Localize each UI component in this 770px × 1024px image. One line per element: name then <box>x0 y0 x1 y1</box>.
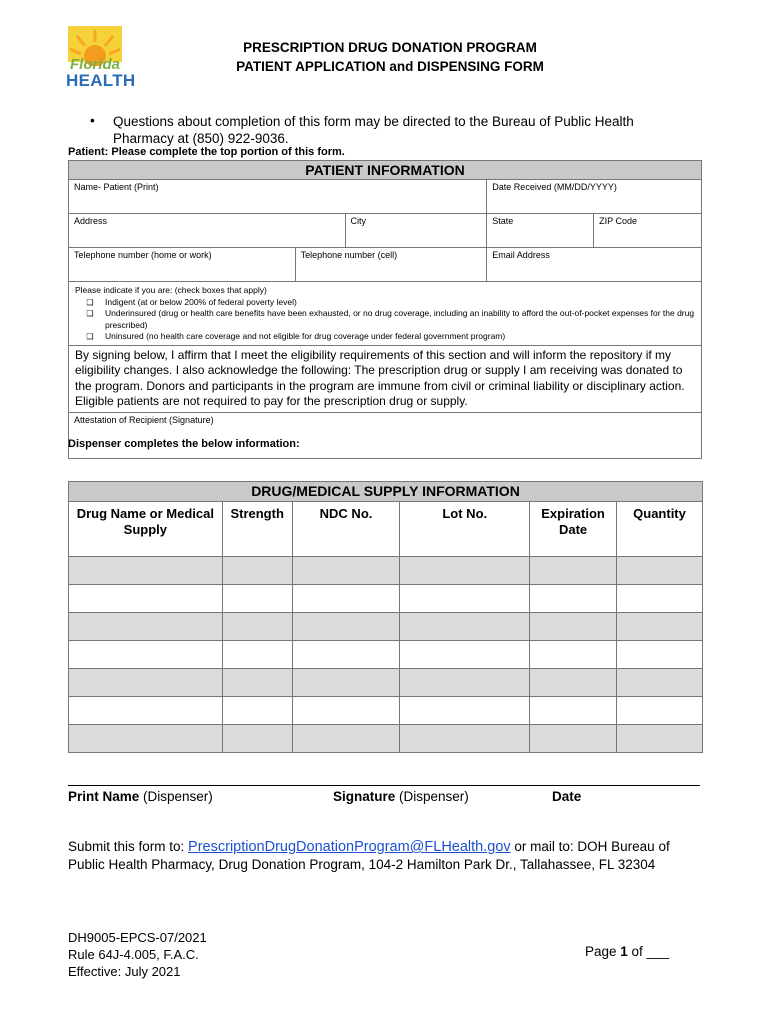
dispenser-instructions: Dispenser completes the below information: <box>68 438 300 450</box>
table-row <box>69 613 703 641</box>
form-subtitle: PATIENT APPLICATION and DISPENSING FORM <box>236 59 544 74</box>
zip-label: ZIP Code <box>599 216 637 226</box>
date-received-label: Date Received (MM/DD/YYYY) <box>492 182 617 192</box>
column-header: NDC No. <box>292 502 400 557</box>
table-cell[interactable] <box>617 697 703 725</box>
eligibility-checkboxes <box>69 282 702 346</box>
table-cell[interactable] <box>292 557 400 585</box>
option-label: Uninsured (no health care coverage and not eligible for drug coverage under federal government program) <box>105 331 506 341</box>
eligibility-affirmation: By signing below, I affirm that I meet the eligibility requirements of this section and will inform the repository if my eligibility changes. I also acknowledge the following: The prescription drug or supply I am receiving was donated to the program. Donors and participants in the program are immune from civil or criminal liability or disciplinary action. Eligible patients are not required to pay for the prescription drug or supply. <box>69 345 702 412</box>
table-cell[interactable] <box>222 669 292 697</box>
drug-info-header: DRUG/MEDICAL SUPPLY INFORMATION <box>69 482 703 502</box>
option-label: Indigent (at or below 200% of federal poverty level) <box>105 296 297 307</box>
email-link[interactable]: PrescriptionDrugDonationProgram@FLHealth.gov <box>188 839 511 855</box>
option-indigent[interactable] <box>75 297 695 309</box>
patient-instructions: Patient: Please complete the top portion of this form. <box>68 146 345 158</box>
table-cell[interactable] <box>222 725 292 753</box>
column-header: Lot No. <box>400 502 530 557</box>
form-footer <box>68 929 207 980</box>
table-cell[interactable] <box>222 585 292 613</box>
table-cell[interactable] <box>530 725 617 753</box>
table-cell[interactable] <box>292 613 400 641</box>
patient-name-field[interactable] <box>69 180 487 214</box>
column-header: Drug Name or Medical Supply <box>69 502 223 557</box>
option-underinsured[interactable] <box>75 308 695 331</box>
table-row <box>69 557 703 585</box>
address-label: Address <box>74 216 108 226</box>
signature-line[interactable] <box>68 785 700 786</box>
rule-reference: Rule 64J-4.005, F.A.C. <box>68 947 199 962</box>
table-cell[interactable] <box>400 585 530 613</box>
table-cell[interactable] <box>400 613 530 641</box>
form-title: PRESCRIPTION DRUG DONATION PROGRAM <box>243 40 537 55</box>
option-label: Underinsured (drug or health care benefits have been exhausted, or no drug coverage, including an inability to afford the out-of-pocket expenses for the drug prescribed) <box>105 308 695 330</box>
table-row <box>69 585 703 613</box>
checkbox-icon[interactable]: ❑ <box>86 309 94 318</box>
checkbox-icon[interactable]: ❑ <box>86 332 94 341</box>
table-cell[interactable] <box>530 613 617 641</box>
address-field[interactable] <box>69 214 346 248</box>
table-cell[interactable] <box>69 697 223 725</box>
phone-cell-field[interactable] <box>295 248 487 282</box>
table-row <box>69 725 703 753</box>
phone-home-label: Telephone number (home or work) <box>74 250 212 260</box>
table-cell[interactable] <box>530 669 617 697</box>
table-row <box>69 641 703 669</box>
patient-information-table <box>68 160 702 459</box>
column-header: Quantity <box>617 502 703 557</box>
table-cell[interactable] <box>69 585 223 613</box>
table-cell[interactable] <box>222 613 292 641</box>
table-row <box>69 697 703 725</box>
table-cell[interactable] <box>617 725 703 753</box>
table-cell[interactable] <box>69 613 223 641</box>
patient-info-header: PATIENT INFORMATION <box>69 161 702 180</box>
intro-text: Questions about completion of this form may be directed to the Bureau of Public Health Pharmacy at (850) 922-9036. <box>113 114 634 146</box>
table-cell[interactable] <box>69 557 223 585</box>
logo-health-text: HEALTH <box>66 71 136 90</box>
table-cell[interactable] <box>617 669 703 697</box>
table-cell[interactable] <box>400 557 530 585</box>
column-header: Expiration Date <box>530 502 617 557</box>
attestation-label: Attestation of Recipient (Signature) <box>74 414 214 425</box>
city-label: City <box>350 216 367 226</box>
zip-field[interactable] <box>594 214 702 248</box>
column-header: Strength <box>222 502 292 557</box>
table-cell[interactable] <box>222 641 292 669</box>
table-cell[interactable] <box>530 585 617 613</box>
attestation-signature-field[interactable] <box>69 412 702 458</box>
table-cell[interactable] <box>617 585 703 613</box>
table-cell[interactable] <box>69 669 223 697</box>
table-cell[interactable] <box>617 641 703 669</box>
city-field[interactable] <box>345 214 487 248</box>
eligibility-intro: Please indicate if you are: (check boxes that apply) <box>75 285 267 295</box>
date-label: Date <box>552 789 582 804</box>
state-field[interactable] <box>487 214 594 248</box>
table-cell[interactable] <box>292 585 400 613</box>
drug-information-table <box>68 481 703 753</box>
table-cell[interactable] <box>292 641 400 669</box>
table-cell[interactable] <box>530 641 617 669</box>
checkbox-icon[interactable]: ❑ <box>86 297 94 307</box>
phone-home-field[interactable] <box>69 248 296 282</box>
logo-florida-text: Florida <box>69 56 120 73</box>
table-cell[interactable] <box>69 641 223 669</box>
date-received-field[interactable] <box>487 180 702 214</box>
table-cell[interactable] <box>292 697 400 725</box>
table-cell[interactable] <box>400 725 530 753</box>
state-label: State <box>492 216 514 226</box>
table-cell[interactable] <box>400 669 530 697</box>
effective-date: Effective: July 2021 <box>68 964 181 979</box>
table-cell[interactable] <box>292 669 400 697</box>
email-field[interactable] <box>487 248 702 282</box>
table-cell[interactable] <box>69 725 223 753</box>
option-uninsured[interactable] <box>75 331 695 343</box>
table-cell[interactable] <box>400 641 530 669</box>
signature-label: Signature (Dispenser) <box>333 789 469 804</box>
table-cell[interactable] <box>222 697 292 725</box>
phone-cell-label: Telephone number (cell) <box>300 250 398 260</box>
table-cell[interactable] <box>617 613 703 641</box>
table-cell[interactable] <box>530 697 617 725</box>
form-number: DH9005-EPCS-07/2021 <box>68 930 207 945</box>
table-row <box>69 669 703 697</box>
bullet-icon: • <box>90 113 95 128</box>
email-label: Email Address <box>492 250 550 260</box>
patient-name-label: Name- Patient (Print) <box>74 182 159 192</box>
florida-health-logo <box>66 26 136 92</box>
table-cell[interactable] <box>530 557 617 585</box>
table-cell[interactable] <box>222 557 292 585</box>
page-number: Page 1 of ___ <box>585 944 670 959</box>
table-cell[interactable] <box>292 725 400 753</box>
print-name-label: Print Name (Dispenser) <box>68 789 213 804</box>
submit-instructions: Submit this form to: PrescriptionDrugDonationProgram@FLHealth.gov or mail to: DOH Bureau of Public Health Pharmacy, Drug Donation Program, 104-2 Hamilton Park Dr., Tallahassee, FL 32304 <box>68 839 670 872</box>
table-cell[interactable] <box>400 697 530 725</box>
table-cell[interactable] <box>617 557 703 585</box>
